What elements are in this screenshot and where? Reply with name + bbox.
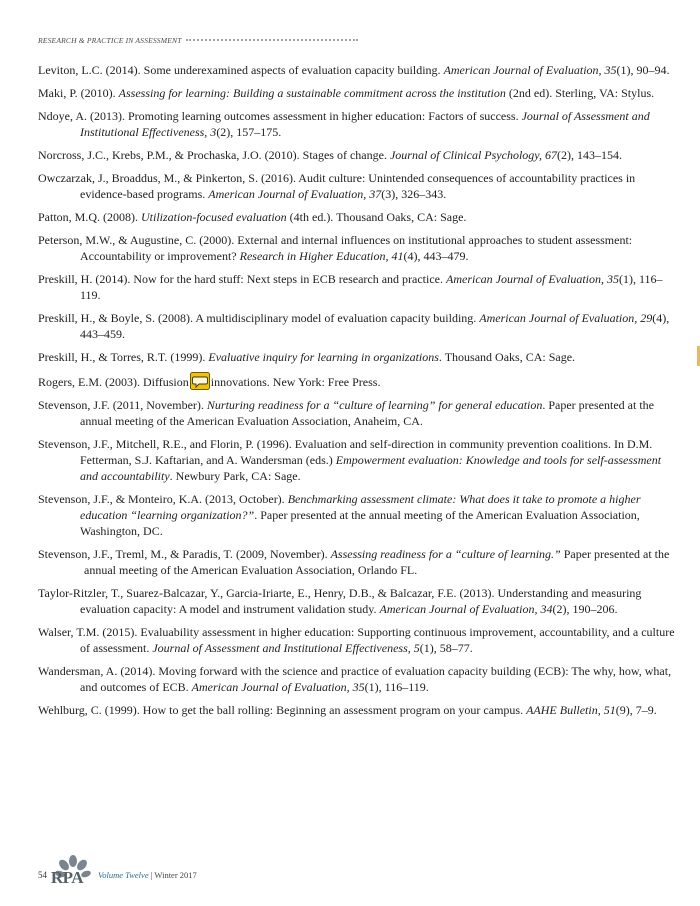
- reference-entry: [38, 663, 678, 695]
- reference-text: Wehlburg, C. (1999). How to get the ball rolling: Beginning an assessment program on your campus.: [38, 703, 527, 717]
- reference-text: (3), 326–343.: [381, 187, 447, 201]
- reference-text: Ndoye, A. (2013). Promoting learning outcomes assessment in higher education: Factors of success.: [38, 109, 522, 123]
- reference-text: . Paper presented at the annual meeting of the American Evaluation Association, Anaheim, CA.: [80, 398, 654, 428]
- reference-text: Preskill, H. (2014). Now for the hard stuff: Next steps in ECB research and practice.: [38, 272, 447, 286]
- reference-italic-text: American Journal of Evaluation, 29: [479, 311, 653, 325]
- reference-entry: [38, 372, 678, 390]
- reference-italic-text: American Journal of Evaluation, 34: [379, 602, 553, 616]
- reference-text: Leviton, L.C. (2014). Some underexamined aspects of evaluation capacity building.: [38, 63, 444, 77]
- reference-text: Maki, P. (2010).: [38, 86, 119, 100]
- reference-text: Stevenson, J.F. (2011, November).: [38, 398, 207, 412]
- reference-entry: [38, 209, 678, 225]
- running-title: RESEARCH & PRACTICE IN ASSESSMENT: [38, 35, 182, 45]
- reference-text: Peterson, M.W., & Augustine, C. (2000). External and internal influences on institutional approaches to student assessment: Accountability or improvement?: [38, 233, 633, 263]
- reference-text: Paper presented at the annual meeting of the American Evaluation Association, Orlando FL.: [84, 547, 670, 577]
- issue-label: Winter 2017: [154, 870, 197, 880]
- reference-entry: [38, 436, 678, 484]
- header-dotted-rule: [186, 39, 358, 41]
- reference-italic-text: Assessing for learning: Building a sustainable commitment across the institution: [118, 86, 506, 100]
- reference-entry: [38, 62, 678, 78]
- reference-italic-text: Benchmarking assessment climate: What does it take to promote a higher education “learning organization?”: [80, 492, 641, 522]
- reference-entry: [38, 624, 678, 656]
- reference-text: Owczarzak, J., Broaddus, M., & Pinkerton, S. (2016). Audit culture: Unintended consequences of accountability practices in evidence-based programs.: [38, 171, 636, 201]
- reference-text: . Thousand Oaks, CA: Sage.: [438, 350, 576, 364]
- reference-text: (4), 443–479.: [403, 249, 469, 263]
- reference-text: Stevenson, J.F., & Monteiro, K.A. (2013, October).: [38, 492, 288, 506]
- reference-text: (4th ed.). Thousand Oaks, CA: Sage.: [286, 210, 467, 224]
- reference-entry: [38, 546, 678, 578]
- reference-text: Rogers, E.M. (2003). Diffusion: [38, 375, 189, 389]
- reference-text: innovations. New York: Free Press.: [210, 375, 381, 389]
- reference-text: Walser, T.M. (2015). Evaluability assessment in higher education: Supporting continuous improvement, accountability, and a culture of assessment.: [38, 625, 675, 655]
- reference-text: Stevenson, J.F., Mitchell, R.E., and Florin, P. (1996). Evaluation and self-direction in community prevention coalitions. In D.M. Fetterman, S.J. Kaftarian, and A. Wandersman (eds.): [38, 437, 653, 467]
- reference-italic-text: Assessing readiness for a “culture of learning.”: [330, 547, 561, 561]
- reference-entry: [38, 310, 678, 342]
- reference-text: (9), 7–9.: [615, 703, 657, 717]
- reference-italic-text: American Journal of Evaluation, 37: [208, 187, 382, 201]
- reference-entry: [38, 232, 678, 264]
- reference-entry: [38, 585, 678, 617]
- reference-entry: [38, 170, 678, 202]
- reference-text: (2nd ed). Sterling, VA: Stylus.: [505, 86, 655, 100]
- reference-italic-text: AAHE Bulletin, 51: [526, 703, 616, 717]
- reference-text: (2), 190–206.: [552, 602, 618, 616]
- reference-text: (1), 116–119.: [80, 272, 663, 302]
- reference-text: (1), 116–119.: [364, 680, 429, 694]
- reference-italic-text: American Journal of Evaluation, 35: [446, 272, 619, 286]
- volume-label: Volume Twelve: [98, 870, 149, 880]
- reference-text: Preskill, H., & Torres, R.T. (1999).: [38, 350, 209, 364]
- reference-italic-text: American Journal of Evaluation, 35: [443, 63, 617, 77]
- issue-info: [98, 870, 197, 880]
- reference-text: (1), 90–94.: [616, 63, 670, 77]
- comment-annotation-icon[interactable]: [190, 372, 210, 390]
- reference-text: (2), 157–175.: [216, 125, 282, 139]
- reference-entry: [38, 397, 678, 429]
- running-header: [38, 33, 358, 47]
- reference-text: Wandersman, A. (2014). Moving forward with the science and practice of evaluation capacity building (ECB): The why, how, what, and outcomes of ECB.: [38, 664, 672, 694]
- reference-entry: [38, 349, 678, 365]
- reference-italic-text: Nurturing readiness for a “culture of learning” for general education: [206, 398, 543, 412]
- reference-italic-text: Evaluative inquiry for learning in organizations: [208, 350, 439, 364]
- page-number: 54: [38, 870, 47, 880]
- reference-entry: [38, 85, 678, 101]
- reference-text: . Newbury Park, CA: Sage.: [169, 469, 301, 483]
- reference-italic-text: Empowerment evaluation: Knowledge and tools for self-assessment and accountability: [80, 453, 662, 483]
- logo-wordmark: RPA: [50, 868, 84, 887]
- reference-entry: [38, 702, 678, 718]
- reference-text: Stevenson, J.F., Treml, M., & Paradis, T. (2009, November).: [38, 547, 331, 561]
- reference-entry: [38, 491, 678, 539]
- reference-text: (4), 443–459.: [80, 311, 670, 341]
- reference-text: (2), 143–154.: [556, 148, 622, 162]
- reference-italic-text: Utilization-focused evaluation: [141, 210, 287, 224]
- reference-italic-text: Research in Higher Education, 41: [239, 249, 404, 263]
- reference-italic-text: Journal of Assessment and Institutional Effectiveness, 5: [152, 641, 420, 655]
- reference-text: Norcross, J.C., Krebs, P.M., & Prochaska, J.O. (2010). Stages of change.: [38, 148, 390, 162]
- reference-text: Patton, M.Q. (2008).: [38, 210, 141, 224]
- reference-text: Preskill, H., & Boyle, S. (2008). A multidisciplinary model of evaluation capacity building.: [38, 311, 480, 325]
- reference-entry: [38, 147, 678, 163]
- reference-list: [38, 62, 678, 725]
- reference-italic-text: American Journal of Evaluation, 35: [191, 680, 365, 694]
- reference-italic-text: Journal of Clinical Psychology, 67: [389, 148, 557, 162]
- issue-separator: |: [148, 870, 155, 880]
- reference-entry: [38, 271, 678, 303]
- reference-text: Taylor-Ritzler, T., Suarez-Balcazar, Y., Garcia-Iriarte, E., Henry, D.B., & Balcazar, F.E. (2013). Understanding and measuring evaluation capacity: A model and instrument validation study.: [38, 586, 642, 616]
- page-footer: [38, 852, 338, 892]
- reference-text: . Paper presented at the annual meeting of the American Evaluation Association, Washington, DC.: [80, 508, 640, 538]
- reference-text: (1), 58–77.: [419, 641, 473, 655]
- reference-italic-text: Journal of Assessment and Institutional Effectiveness, 3: [80, 109, 650, 139]
- reference-entry: [38, 108, 678, 140]
